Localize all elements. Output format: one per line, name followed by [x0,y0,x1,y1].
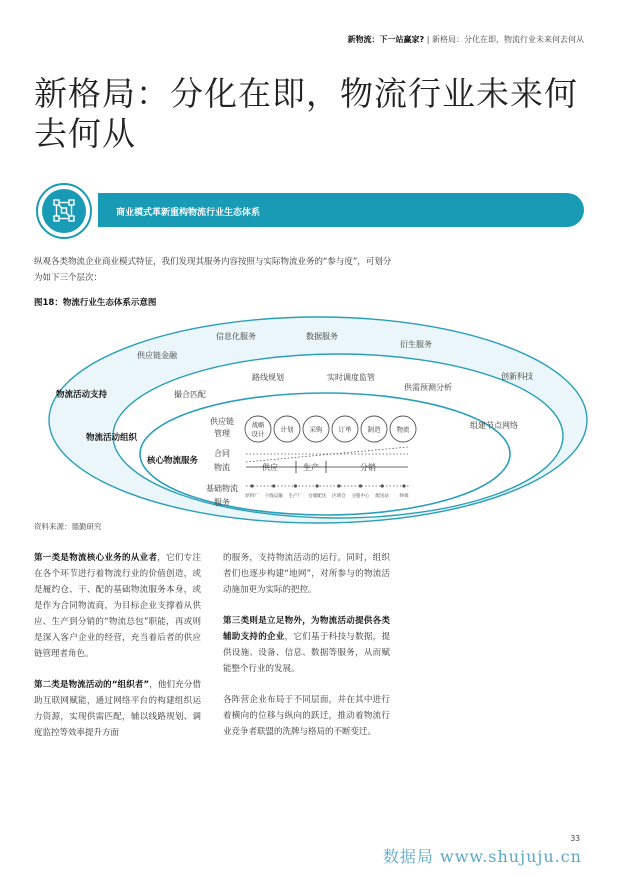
paragraph-text: ，它们专注在各个环节进行着物流行业的价值创造，或是履约仓、干、配的基础物流服务本身，或是作为合同物流商，为目标企业支撑着从供应、生产到分销的“物流总包”职能，再或则是深入客户企业的经营，充当着后者的供应链管理者角色。 [34,553,201,659]
paragraph-lead: 第一类是物流核心业务的从业者 [34,553,158,563]
scm-step-circle [245,416,271,442]
scm-step-label: 制造 [367,425,381,434]
scm-step-label: 计划 [280,425,294,434]
outer-service-item: 创新科技 [501,372,533,381]
body-paragraph [34,550,201,662]
basic-node-label: 区域仓 [332,494,346,499]
core-row-label-scm-1: 供应链 [210,417,234,426]
header-doc-title: 新物流：下一站赢家? [347,35,425,44]
body-paragraph [223,692,390,740]
middle-service-item: 撮合匹配 [174,390,206,399]
paragraph-text: ，它们基于科技与数据，提供设施、设备、信息、数据等服务，从而赋能整个行业的发展。 [223,632,390,674]
intro-paragraph: 纵观各类物流企业商业模式特征，我们发现其服务内容按照与实际物流业务的“参与度”，可划分为如下三个层次： [34,257,392,283]
page-title: 新格局：分化在即，物流行业未来何去何从 [34,74,578,153]
paragraph-text: 各阵营企业布局于不同层面，并在其中进行着横向的位移与纵向的跃迁，推动着物流行业竞争者联盟的洗牌与格局的不断变迁。 [223,695,390,737]
basic-node-dot [359,484,362,487]
header-separator: | [426,35,430,44]
core-row-label-contract-1: 合同 [214,449,230,458]
header-section: 新格局：分化在即，物流行业未来何去何从 [432,35,584,44]
basic-node-label: 原料厂 [245,494,259,499]
scm-step-label: 订单 [338,425,352,434]
core-row-label-basic-1: 基础物流 [206,484,238,493]
body-paragraph [34,677,201,741]
paragraph-lead: 第二类是物流活动的“组织者” [34,680,150,690]
basic-node-label: 仓储配送 [308,494,327,499]
scm-step-label: 设计 [251,430,265,438]
body-column-left [34,550,201,756]
basic-node-dot [337,484,340,487]
page-number: 33 [570,834,580,843]
watermark: 数据局 www.shujuju.cn [382,847,582,866]
basic-node-label: 生产厂 [288,494,303,499]
outer-service-item: 信息化服务 [216,332,256,341]
body-paragraph [223,613,390,677]
basic-node-dot [402,484,405,487]
figure-source: 资料来源：德勤研究 [34,522,102,531]
basic-node-dot [272,484,275,487]
basic-node-dot [250,484,253,487]
scm-step-label: 采购 [309,425,323,434]
middle-service-item: 实时调度监管 [327,373,375,382]
section-banner-text: 商业模式革新重构物流行业生态体系 [116,208,261,218]
figure-title: 图18：物流行业生态体系示意图 [34,298,157,308]
basic-node-label: 终端 [399,494,409,499]
core-row-label-contract-2: 物流 [214,463,230,472]
outer-ring-label: 物流活动支持 [56,390,108,400]
basic-node-dot [316,484,319,487]
basic-node-label: 分拨中心 [351,494,370,499]
paragraph-text: 的服务，支持物流活动的运行。同时，组织者们也逐步构建“地网”，对所参与的物流活动施加更为实际的把控。 [223,553,390,595]
outer-service-item: 衍生服务 [400,340,432,349]
contract-segment-label: 供应 [262,463,278,472]
contract-segment-label: 分销 [360,463,376,472]
outer-service-item: 数据服务 [306,332,338,341]
paragraph-text: ，他们充分借助互联网赋能，通过网络平台的构建组织运力资源，实现供需匹配，辅以线路规划、调度监控等效率提升方面 [34,680,201,738]
scm-step-label: 战略 [251,421,265,429]
core-row-label-scm-2: 管理 [214,429,230,438]
core-ring-label: 核心物流服务 [147,456,199,466]
contract-segment-label: 生产 [303,463,319,472]
basic-node-dot [294,484,297,487]
scm-step-label: 物流 [396,425,410,434]
body-column-right [223,550,390,755]
core-row-label-basic-2: 服务 [214,498,230,507]
outer-service-item: 供应链金融 [137,351,177,360]
middle-service-item: 路线规划 [252,373,284,382]
basic-node-label: 干线运输 [264,494,283,499]
outer-service-item: 组建节点网络 [470,421,518,430]
paragraph-lead: 第三类则是立足物外，为物流活动提供各类辅助支持的企业 [223,616,390,642]
middle-ring-label: 物流活动组织 [86,433,138,443]
basic-node-label: 配送站 [375,494,390,499]
basic-node-dot [381,484,384,487]
body-paragraph [223,550,390,598]
middle-service-item: 供需预测分析 [404,383,452,392]
